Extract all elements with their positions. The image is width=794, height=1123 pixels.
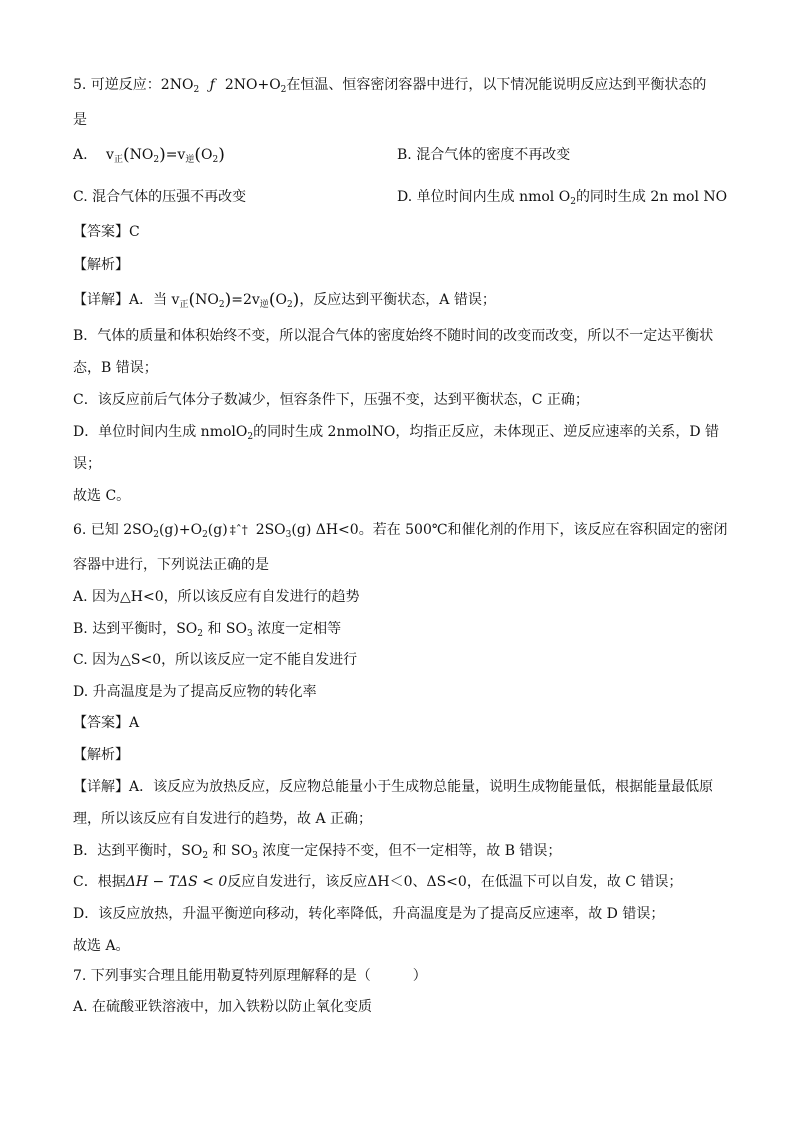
q6-option-c: C. 因为△S<0，所以该反应一定不能自发进行 bbox=[73, 652, 358, 668]
q6-detail-c: C．根据ΔH − TΔS < 0反应自发进行，该反应ΔH＜0、ΔS<0，在低温下可以自发，故 C 错误； bbox=[73, 874, 683, 890]
q6-detail-a: 【详解】A．该反应为放热反应，反应物总能量小于生成物总能量，说明生成物能量低，根据能量最低原 bbox=[73, 779, 714, 795]
q5-conclusion: 故选 C。 bbox=[73, 488, 131, 504]
q6-stem: 6. 已知 $2SO_2(g)+O_2(g)$ ‡ˆ† $2SO_3(g)$ ΔH<0。若在 500℃和催化剂的作用下，该反应在容积固定的密闭 bbox=[73, 522, 728, 540]
q6-option-a: A. 因为△H<0，所以该反应有自发进行的趋势 bbox=[73, 589, 360, 605]
q5-detail-d-cont: 误； bbox=[73, 456, 101, 472]
q6-detail-b: B．达到平衡时，$SO_2$ 和 $SO_3$ 浓度一定保持不变，但不一定相等，故 B 错误； bbox=[73, 843, 562, 861]
q5-option-d: D. 单位时间内生成 nmol $O_2$的同时生成 2n mol NO bbox=[397, 189, 728, 207]
q5-detail-b: B．气体的质量和体积始终不变，所以混合气体的密度始终不随时间的改变而改变，所以不一定达平衡状 bbox=[73, 328, 714, 344]
q5-option-c: C. 混合气体的压强不再改变 bbox=[73, 189, 247, 205]
q6-detail-a-cont: 理，所以该反应有自发进行的趋势，故 A 正确； bbox=[73, 811, 373, 827]
q5-analysis-heading: 【解析】 bbox=[73, 257, 129, 273]
q6-conclusion: 故选 A。 bbox=[73, 938, 130, 954]
q6-option-b: B. 达到平衡时，$SO_2$ 和 $SO_3$ 浓度一定相等 bbox=[73, 621, 342, 639]
q5-detail-a: 【详解】A．当 $v_正(NO_2)=2v_逆(O_2)$，反应达到平衡状态，A 错误； bbox=[73, 290, 496, 310]
q6-analysis-heading: 【解析】 bbox=[73, 747, 129, 763]
q7-stem: 7. 下列事实合理且能用勒夏特列原理解释的是（ ） bbox=[73, 968, 427, 984]
q5-stem: 5. 可逆反应：$2NO_2$ ƒ $2NO+O_2$在恒温、恒容密闭容器中进行，以下情况能说明反应达到平衡状态的 bbox=[73, 77, 707, 95]
q5-detail-b-cont: 态，B 错误； bbox=[73, 360, 158, 376]
q5-option-b: B. 混合气体的密度不再改变 bbox=[397, 147, 571, 163]
q5-answer: 【答案】C bbox=[73, 224, 140, 240]
q6-option-d: D. 升高温度是为了提高反应物的转化率 bbox=[73, 684, 317, 700]
q6-stem-line2: 容器中进行，下列说法正确的是 bbox=[73, 557, 269, 573]
q5-option-a: A. $v_正(NO_2)=v_逆(O_2)$ bbox=[73, 145, 225, 165]
gibbs-expression: ΔH − TΔS < 0 bbox=[125, 874, 228, 890]
q6-answer: 【答案】A bbox=[73, 715, 140, 731]
q5-stem-line2: 是 bbox=[73, 112, 87, 128]
equilibrium-arrow-icon: ‡ˆ† bbox=[229, 523, 248, 537]
q6-detail-d: D．该反应放热，升温平衡逆向移动，转化率降低，升高温度是为了提高反应速率，故 D 错误； bbox=[73, 906, 665, 922]
q5-detail-c: C．该反应前后气体分子数减少，恒容条件下，压强不变，达到平衡状态，C 正确； bbox=[73, 392, 589, 408]
reversible-arrow-icon: ƒ bbox=[209, 77, 215, 93]
q5-detail-d: D．单位时间内生成 nmolO$_2$的同时生成 2nmolNO，均指正反应，未体现正、逆反应速率的关系，D 错 bbox=[73, 424, 720, 442]
q7-option-a: A. 在硫酸亚铁溶液中，加入铁粉以防止氧化变质 bbox=[73, 999, 373, 1015]
